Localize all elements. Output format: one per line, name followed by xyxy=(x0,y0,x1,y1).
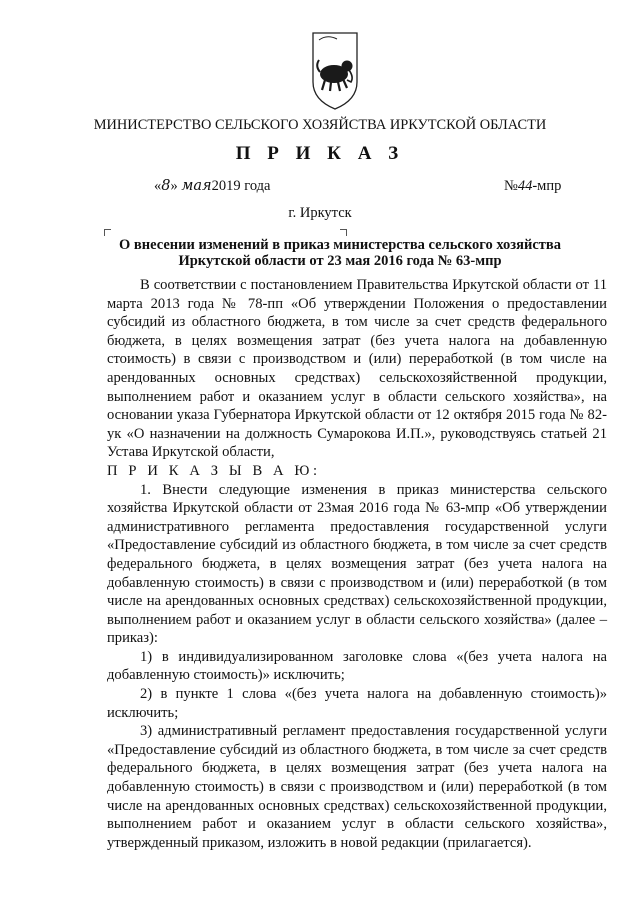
subitem-1-paragraph: 1) в индивидуализированном заголовке слова «(без учета налога на добавленную стоимость)» исключить; xyxy=(107,648,607,684)
subject-line-2: Иркутской области от 23 мая 2016 года № 63-мпр xyxy=(178,253,502,269)
subitem-3-paragraph: 3) административный регламент предоставления государственной услуги «Предоставление субсидий из областного бюджета, в том числе за счет средств федерального бюджета, в целях возмещения затрат (без учета налога на добавленную стоимость) в связи с производством и (или) переработкой (в том числе на арендованных основных средствах) сельскохозяйственной продукции, выполнением работ и оказанием услуг в области сельского хозяйства», утвержденный приказом, изложить в новой редакции (прилагается). xyxy=(107,723,607,851)
decree-word: П Р И К А З Ы В А Ю: xyxy=(107,462,321,479)
document-title: П Р И К А З xyxy=(235,143,405,164)
order-date xyxy=(154,178,271,195)
city-name: г. Иркутск xyxy=(288,205,352,221)
date-open-quote: « xyxy=(154,178,162,194)
order-body xyxy=(107,276,607,852)
date-year: 2019 года xyxy=(211,178,271,194)
order-subject xyxy=(110,237,570,269)
date-day: 8 xyxy=(161,178,171,194)
number-value: 44 xyxy=(517,178,533,194)
item-1-paragraph: 1. Внести следующие изменения в приказ министерства сельского хозяйства Иркутской области от 23мая 2016 года № 63-мпр «Об утверждении административного регламента предоставления государственной услуги «Предоставление субсидий из областного бюджета, в том числе за счет средств федерального бюджета, в целях возмещения затрат (без учета налога на добавленную стоимость) в связи с производством и (или) переработкой (в том числе на арендованных основных средствах) сельскохозяйственной продукции, выполнением работ и оказанием услуг в области сельского хозяйства» (далее – приказ): xyxy=(107,481,607,647)
ministry-name: МИНИСТЕРСТВО СЕЛЬСКОГО ХОЗЯЙСТВА ИРКУТСКОЙ ОБЛАСТИ xyxy=(93,117,547,133)
corner-mark-right xyxy=(340,229,347,236)
number-suffix: -мпр xyxy=(532,178,562,194)
date-close-quote: » xyxy=(170,178,182,194)
number-prefix: № xyxy=(504,178,518,194)
subject-line-1: О внесении изменений в приказ министерства сельского хозяйства xyxy=(119,237,561,253)
date-month: мая xyxy=(181,178,212,194)
order-number xyxy=(504,178,561,195)
corner-mark-left xyxy=(104,229,111,236)
preamble-paragraph: В соответствии с постановлением Правительства Иркутской области от 11 марта 2013 года № 78-пп «Об утверждении Положения о предоставлении субсидий из областного бюджета, в том числе за счет средств федерального бюджета, в целях возмещения затрат (без учета налога на добавленную стоимость) в связи с производством и (или) переработкой (в том числе на арендованных основных средствах) сельскохозяйственной продукции, выполнением работ и оказанием услуг в области сельского хозяйства», на основании указа Губернатора Иркутской области от 12 октября 2015 года № 82-ук «О назначении на должность Сумарокова И.П.», руководствуясь статьей 21 Устава Иркутской области, xyxy=(107,277,607,461)
subitem-2-paragraph: 2) в пункте 1 слова «(без учета налога на добавленную стоимость)» исключить; xyxy=(107,686,607,721)
coat-of-arms-emblem xyxy=(310,30,360,112)
